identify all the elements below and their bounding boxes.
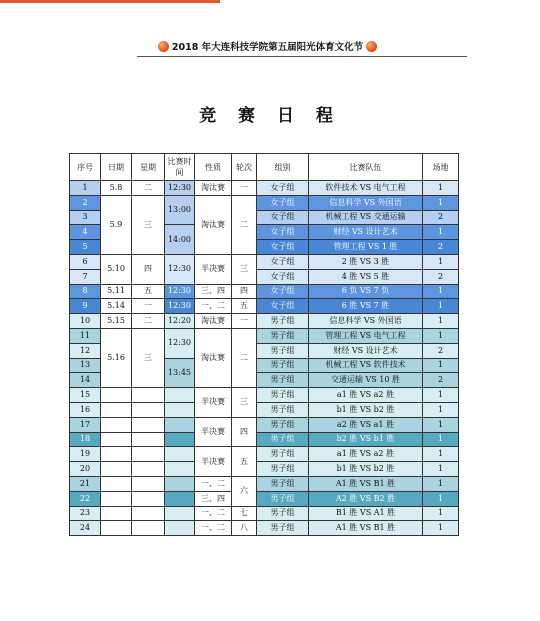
row-no: 10: [70, 314, 101, 329]
row-no: 6: [70, 254, 101, 269]
table-row: [70, 299, 459, 314]
col-header: 组别: [257, 154, 309, 181]
top-accent-bar: [0, 0, 220, 3]
team-cell: 管理工程 VS 电气工程: [309, 328, 423, 343]
court-cell: 1: [423, 254, 459, 269]
date-cell: [101, 402, 132, 417]
group-cell: 男子组: [257, 343, 309, 358]
col-header: 日期: [101, 154, 132, 181]
header-divider: [137, 56, 467, 57]
time-cell: [165, 447, 195, 462]
team-cell: 机械工程 VS 交通运输: [309, 210, 423, 225]
team-cell: a1 胜 VS a2 胜: [309, 447, 423, 462]
table-row: [70, 417, 459, 432]
time-cell: 12:30: [165, 299, 195, 314]
row-no: 7: [70, 269, 101, 284]
table-row: [70, 476, 459, 491]
col-header: 性质: [195, 154, 232, 181]
weekday-cell: 三: [132, 328, 165, 387]
weekday-cell: [132, 402, 165, 417]
table-row: [70, 402, 459, 417]
team-cell: A1 胜 VS B1 胜: [309, 476, 423, 491]
court-cell: 1: [423, 476, 459, 491]
group-cell: 男子组: [257, 447, 309, 462]
row-no: 11: [70, 328, 101, 343]
date-cell: [101, 462, 132, 477]
team-cell: 4 胜 VS 5 胜: [309, 269, 423, 284]
event-title: 2018 年大连科技学院第五届阳光体育文化节: [171, 42, 364, 53]
time-cell: [165, 417, 195, 432]
weekday-cell: [132, 521, 165, 536]
time-cell: 12:30: [165, 328, 195, 358]
round-cell: 二: [232, 195, 257, 254]
group-cell: 女子组: [257, 269, 309, 284]
group-cell: 男子组: [257, 358, 309, 373]
table-row: [70, 254, 459, 269]
row-no: 22: [70, 491, 101, 506]
court-cell: 1: [423, 388, 459, 403]
time-cell: [165, 476, 195, 491]
group-cell: 男子组: [257, 432, 309, 447]
time-cell: [165, 432, 195, 447]
team-cell: 交通运输 VS 10 胜: [309, 373, 423, 388]
team-cell: 信息科学 VS 外国语: [309, 195, 423, 210]
court-cell: 1: [423, 506, 459, 521]
team-cell: 财经 VS 设计艺术: [309, 225, 423, 240]
team-cell: 软件技术 VS 电气工程: [309, 181, 423, 196]
group-cell: 女子组: [257, 299, 309, 314]
row-no: 19: [70, 447, 101, 462]
team-cell: 2 胜 VS 3 胜: [309, 254, 423, 269]
round-cell: 一: [232, 181, 257, 196]
row-no: 13: [70, 358, 101, 373]
round-cell: 三: [232, 388, 257, 418]
table-row: [70, 491, 459, 506]
group-cell: 男子组: [257, 388, 309, 403]
round-cell: 三: [232, 254, 257, 284]
group-cell: 女子组: [257, 254, 309, 269]
table-row: [70, 284, 459, 299]
date-cell: 5.8: [101, 181, 132, 196]
table-row: [70, 462, 459, 477]
group-cell: 男子组: [257, 328, 309, 343]
weekday-cell: 五: [132, 284, 165, 299]
event-header: [150, 38, 385, 54]
row-no: 17: [70, 417, 101, 432]
date-cell: 5.10: [101, 254, 132, 284]
round-cell: 六: [232, 476, 257, 506]
date-cell: [101, 506, 132, 521]
weekday-cell: 一: [132, 299, 165, 314]
table-row: [70, 506, 459, 521]
table-row: [70, 195, 459, 210]
date-cell: [101, 432, 132, 447]
team-cell: a2 胜 VS a1 胜: [309, 417, 423, 432]
time-cell: 12:30: [165, 284, 195, 299]
court-cell: 2: [423, 240, 459, 255]
nature-cell: 一、二: [195, 521, 232, 536]
weekday-cell: [132, 447, 165, 462]
date-cell: 5.16: [101, 328, 132, 387]
group-cell: 女子组: [257, 210, 309, 225]
court-cell: 1: [423, 447, 459, 462]
court-cell: 1: [423, 195, 459, 210]
weekday-cell: [132, 506, 165, 521]
schedule-table: [69, 153, 459, 536]
court-cell: 2: [423, 373, 459, 388]
time-cell: [165, 462, 195, 477]
col-header: 序号: [70, 154, 101, 181]
basketball-icon: [366, 41, 377, 52]
weekday-cell: [132, 388, 165, 403]
team-cell: 6 胜 VS 7 胜: [309, 299, 423, 314]
group-cell: 男子组: [257, 462, 309, 477]
time-cell: 14:00: [165, 225, 195, 255]
time-cell: 12:30: [165, 181, 195, 196]
row-no: 4: [70, 225, 101, 240]
court-cell: 1: [423, 328, 459, 343]
col-header: 场地: [423, 154, 459, 181]
court-cell: 2: [423, 210, 459, 225]
weekday-cell: [132, 491, 165, 506]
group-cell: 男子组: [257, 402, 309, 417]
group-cell: 女子组: [257, 240, 309, 255]
row-no: 16: [70, 402, 101, 417]
nature-cell: 淘汰赛: [195, 181, 232, 196]
group-cell: 女子组: [257, 284, 309, 299]
col-header: 比赛时间: [165, 154, 195, 181]
row-no: 1: [70, 181, 101, 196]
round-cell: 五: [232, 299, 257, 314]
row-no: 24: [70, 521, 101, 536]
col-header: 星期: [132, 154, 165, 181]
weekday-cell: 四: [132, 254, 165, 284]
row-no: 5: [70, 240, 101, 255]
nature-cell: 一、二: [195, 506, 232, 521]
time-cell: [165, 388, 195, 403]
team-cell: b2 胜 VS b1 胜: [309, 432, 423, 447]
court-cell: 1: [423, 181, 459, 196]
group-cell: 女子组: [257, 225, 309, 240]
nature-cell: 淘汰赛: [195, 328, 232, 387]
round-cell: 八: [232, 521, 257, 536]
round-cell: 一: [232, 314, 257, 329]
group-cell: 男子组: [257, 521, 309, 536]
nature-cell: 三、四: [195, 491, 232, 506]
date-cell: [101, 521, 132, 536]
row-no: 9: [70, 299, 101, 314]
table-row: [70, 314, 459, 329]
court-cell: 1: [423, 358, 459, 373]
table-header-row: [70, 154, 459, 181]
round-cell: 七: [232, 506, 257, 521]
date-cell: [101, 388, 132, 403]
court-cell: 1: [423, 417, 459, 432]
date-cell: 5.15: [101, 314, 132, 329]
time-cell: [165, 506, 195, 521]
court-cell: 1: [423, 402, 459, 417]
table-row: [70, 447, 459, 462]
time-cell: [165, 521, 195, 536]
row-no: 8: [70, 284, 101, 299]
table-row: [70, 388, 459, 403]
weekday-cell: [132, 462, 165, 477]
table-row: [70, 328, 459, 343]
nature-cell: 一、二: [195, 476, 232, 491]
round-cell: 四: [232, 417, 257, 447]
nature-cell: 半决赛: [195, 447, 232, 477]
group-cell: 女子组: [257, 195, 309, 210]
time-cell: 12:20: [165, 314, 195, 329]
court-cell: 1: [423, 284, 459, 299]
nature-cell: 三、四: [195, 284, 232, 299]
col-header: 比赛队伍: [309, 154, 423, 181]
group-cell: 男子组: [257, 417, 309, 432]
date-cell: [101, 491, 132, 506]
table-row: [70, 181, 459, 196]
page-title: 竞 赛 日 程: [199, 106, 341, 126]
court-cell: 1: [423, 462, 459, 477]
date-cell: 5.11: [101, 284, 132, 299]
team-cell: b1 胜 VS b2 胜: [309, 402, 423, 417]
basketball-icon: [158, 41, 169, 52]
group-cell: 男子组: [257, 506, 309, 521]
court-cell: 2: [423, 343, 459, 358]
group-cell: 男子组: [257, 373, 309, 388]
weekday-cell: [132, 476, 165, 491]
date-cell: [101, 417, 132, 432]
row-no: 21: [70, 476, 101, 491]
date-cell: 5.14: [101, 299, 132, 314]
col-header: 轮次: [232, 154, 257, 181]
team-cell: 财经 VS 设计艺术: [309, 343, 423, 358]
row-no: 20: [70, 462, 101, 477]
row-no: 3: [70, 210, 101, 225]
weekday-cell: 三: [132, 195, 165, 254]
time-cell: [165, 402, 195, 417]
court-cell: 1: [423, 314, 459, 329]
nature-cell: 一、二: [195, 299, 232, 314]
round-cell: 五: [232, 447, 257, 477]
weekday-cell: 二: [132, 314, 165, 329]
time-cell: 13:45: [165, 358, 195, 388]
nature-cell: 半决赛: [195, 254, 232, 284]
team-cell: 信息科学 VS 外国语: [309, 314, 423, 329]
court-cell: 1: [423, 225, 459, 240]
court-cell: 1: [423, 521, 459, 536]
court-cell: 1: [423, 299, 459, 314]
nature-cell: 淘汰赛: [195, 314, 232, 329]
table-row: [70, 521, 459, 536]
team-cell: 6 负 VS 7 负: [309, 284, 423, 299]
team-cell: a1 胜 VS a2 胜: [309, 388, 423, 403]
nature-cell: 半决赛: [195, 417, 232, 447]
court-cell: 1: [423, 491, 459, 506]
date-cell: [101, 476, 132, 491]
row-no: 2: [70, 195, 101, 210]
nature-cell: 淘汰赛: [195, 195, 232, 254]
round-cell: 四: [232, 284, 257, 299]
team-cell: 机械工程 VS 软件技术: [309, 358, 423, 373]
court-cell: 1: [423, 432, 459, 447]
team-cell: B1 胜 VS A1 胜: [309, 506, 423, 521]
row-no: 15: [70, 388, 101, 403]
row-no: 14: [70, 373, 101, 388]
team-cell: b1 胜 VS b2 胜: [309, 462, 423, 477]
group-cell: 男子组: [257, 491, 309, 506]
time-cell: 12:30: [165, 254, 195, 284]
nature-cell: 半决赛: [195, 388, 232, 418]
group-cell: 男子组: [257, 476, 309, 491]
group-cell: 女子组: [257, 181, 309, 196]
court-cell: 2: [423, 269, 459, 284]
date-cell: 5.9: [101, 195, 132, 254]
row-no: 12: [70, 343, 101, 358]
row-no: 23: [70, 506, 101, 521]
weekday-cell: [132, 417, 165, 432]
team-cell: 管理工程 VS 1 胜: [309, 240, 423, 255]
weekday-cell: [132, 432, 165, 447]
row-no: 18: [70, 432, 101, 447]
time-cell: [165, 491, 195, 506]
round-cell: 二: [232, 328, 257, 387]
team-cell: A2 胜 VS B2 胜: [309, 491, 423, 506]
date-cell: [101, 447, 132, 462]
weekday-cell: 二: [132, 181, 165, 196]
time-cell: 13:00: [165, 195, 195, 225]
team-cell: A1 胜 VS B1 胜: [309, 521, 423, 536]
group-cell: 男子组: [257, 314, 309, 329]
table-row: [70, 432, 459, 447]
